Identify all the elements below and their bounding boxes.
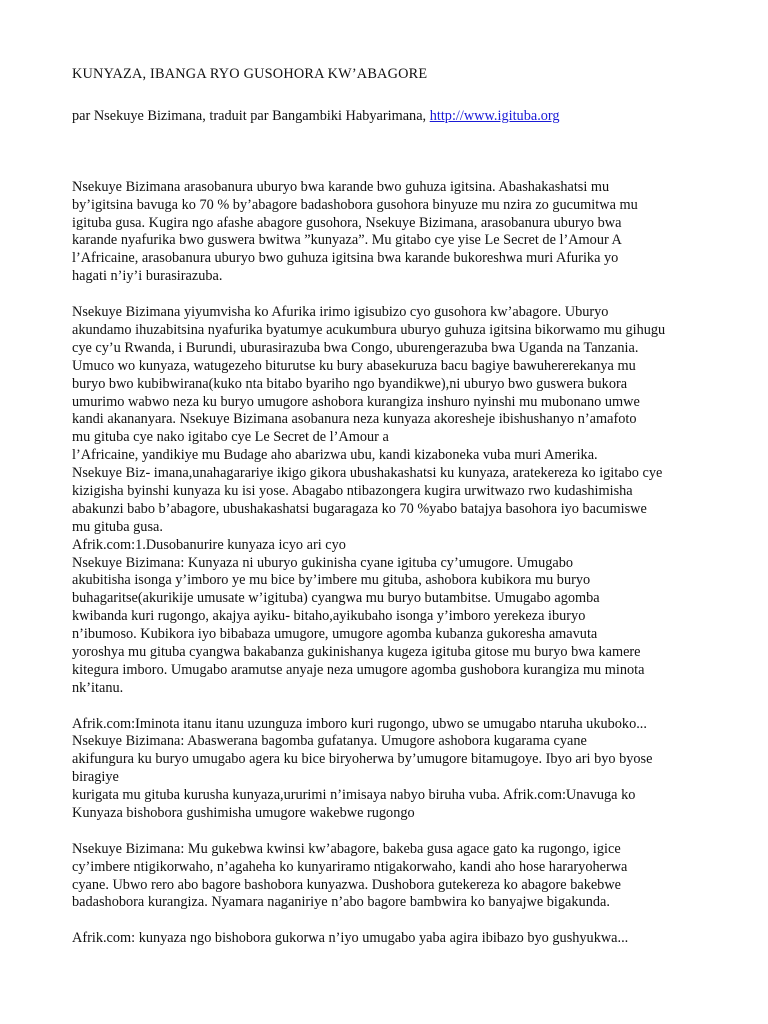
text-line: buhagaritse(akurikije umusate w’igituba) cyangwa mu buryo butambitse. Umugabo agomba [72,590,600,607]
text-line: cyane. Ubwo rero abo bagore bashobora kunyazwa. Dushobora gutekereza ko abagore bakebwe [72,876,622,893]
byline-text: par Nsekuye Bizimana, traduit par Bangambiki Habyarimana, [72,107,430,124]
byline [72,108,702,126]
text-line: Nsekuye Bizimana yiyumvisha ko Afurika irimo igisubizo cyo gusohora kw’abagore. Uburyo [72,304,609,321]
text-line: n’ibumoso. Kubikora iyo bibabaza umugore, umugore agomba kubanza gukoresha amavuta [72,626,598,643]
text-line: umurimo wabwo neza ku buryo umugore ashobora kurangiza inshuro nyinshi mu mubonano umwe [72,393,640,410]
text-line: kizigisha byinshi kunyaza ku isi yose. Abagabo ntibazongera kugira urwitwazo rwo kudashimisha [72,482,633,499]
text-line: Nsekuye Bizimana: Kunyaza ni uburyo gukinisha cyane igituba cy’umugore. Umugabo [72,554,574,571]
document-body [72,66,702,948]
text-line: akubitisha isonga y’imboro ye mu bice by’imbere mu gituba, ashobora kubikora mu buryo [72,572,591,589]
text-line: karande nyafurika bwo guswera bwitwa ”kunyaza”. Mu gitabo cye yise Le Secret de l’Amour A [72,232,622,249]
text-line: Afrik.com: kunyaza ngo bishobora gukorwa n’iyo umugabo yaba agira ibibazo byo gushyukwa... [72,930,629,947]
text-line: nk’itanu. [72,679,124,696]
text-line: Afrik.com:1.Dusobanurire kunyaza icyo ari cyo [72,536,346,553]
text-line: Afrik.com:Iminota itanu itanu uzunguza imboro kuri rugongo, ubwo se umugabo ntaruha ukuboko... [72,715,647,732]
document-title: KUNYAZA, IBANGA RYO GUSOHORA KW’ABAGORE [72,66,428,82]
text-line: l’Africaine, yandikiye mu Budage aho abarizwa ubu, kandi kizaboneka vuba muri Amerika. [72,447,598,464]
paragraph [72,179,702,286]
text-line: akifungura ku buryo umugabo agera ku bice biryoherwa by’umugore bitamugoye. Ibyo ari byo byose [72,751,653,768]
text-line: biragiye [72,769,119,786]
text-line: Nsekuye Bizimana: Abaswerana bagomba gufatanya. Umugore ashobora kugarama cyane [72,733,587,750]
text-line: mu gituba gusa. [72,518,163,535]
paragraph [72,841,702,913]
paragraph-gap [72,912,702,930]
text-line: Nsekuye Biz- imana,unahagarariye ikigo gikora ubushakashatsi ku kunyaza, aratekereza ko igitabo cye [72,465,663,482]
text-line: Nsekuye Bizimana: Mu gukebwa kwinsi kw’abagore, bakeba gusa agace gato ka rugongo, igice [72,840,621,857]
website-link[interactable]: http://www.igituba.org [429,107,560,124]
text-line: cy’imbere ntigikorwaho, n’agaheha ko kunyariramo ntigakorwaho, kandi aho hose hararyoherwa [72,858,628,875]
text-line: abakunzi babo b’abagore, ubushakashatsi bugaragaza ko 70 %yabo batajya basohora iyo bacumiswe [72,500,647,517]
paragraph [72,930,702,948]
paragraph-gap [72,823,702,841]
paragraph-gap [72,286,702,304]
text-line: Nsekuye Bizimana arasobanura uburyo bwa karande bwo guhuza igitsina. Abashakashatsi mu [72,178,610,195]
text-line: badashobora kurangiza. Nyamara naganiriye n’abo bagore bambwira ko banyajwe bigakunda. [72,894,610,911]
paragraph-gap [72,698,702,716]
article-text [72,179,702,948]
text-line: kwibanda kuri rugongo, akajya ayiku- bitaho,ayikubaho isonga y’imboro yerekeza iburyo [72,608,586,625]
text-line: Kunyaza bishobora gushimisha umugore wakebwe rugongo [72,804,415,821]
text-line: l’Africaine, arasobanura uburyo bwo guhuza igitsina bwa karande bukoreshwa muri Afurika yo [72,250,619,267]
text-line: by’igitsina bavuga ko 70 % by’abagore badashobora gusohora binyuze mu nzira zo gucumitwa mu [72,196,638,213]
paragraph [72,716,702,823]
text-line: yoroshya mu gituba cyangwa bakabanza gukinishanya kugeza igituba gitose mu buryo bwa kamere [72,643,641,660]
paragraph [72,304,702,698]
text-line: kandi akananyara. Nsekuye Bizimana asobanura neza kunyaza akoresheje ibishushanyo n’amafoto [72,411,637,428]
text-line: Umuco wo kunyaza, watugezeho biturutse ku bury abasekuruza bacu bagiye bawuhererekanya mu [72,357,636,374]
text-line: cye cy’u Rwanda, i Burundi, uburasirazuba bwa Congo, uburengerazuba bwa Uganda na Tanzania. [72,339,639,356]
text-line: hagati n’iy’i burasirazuba. [72,268,223,285]
text-line: akundamo ihuzabitsina nyafurika byatumye acukumbura uburyo guhuza igitsina bikorwamo mu gihugu [72,321,666,338]
text-line: igituba gusa. Kugira ngo afashe abagore gusohora, Nsekuye Bizimana, arasobanura uburyo bwa [72,214,622,231]
text-line: kitegura imboro. Umugabo aramutse anyaje neza umugore agomba gushobora kurangiza mu minota [72,661,645,678]
text-line: mu gituba cye nako igitabo cye Le Secret de l’Amour a [72,429,389,446]
text-line: kurigata mu gituba kurusha kunyaza,ururimi n’imisaya nabyo biruha vuba. Afrik.com:Unavuga ko [72,787,636,804]
text-line: buryo bwo kubibwirana(kuko nta bitabo byariho ngo byandikwe),ni uburyo bwo guswera bukora [72,375,628,392]
